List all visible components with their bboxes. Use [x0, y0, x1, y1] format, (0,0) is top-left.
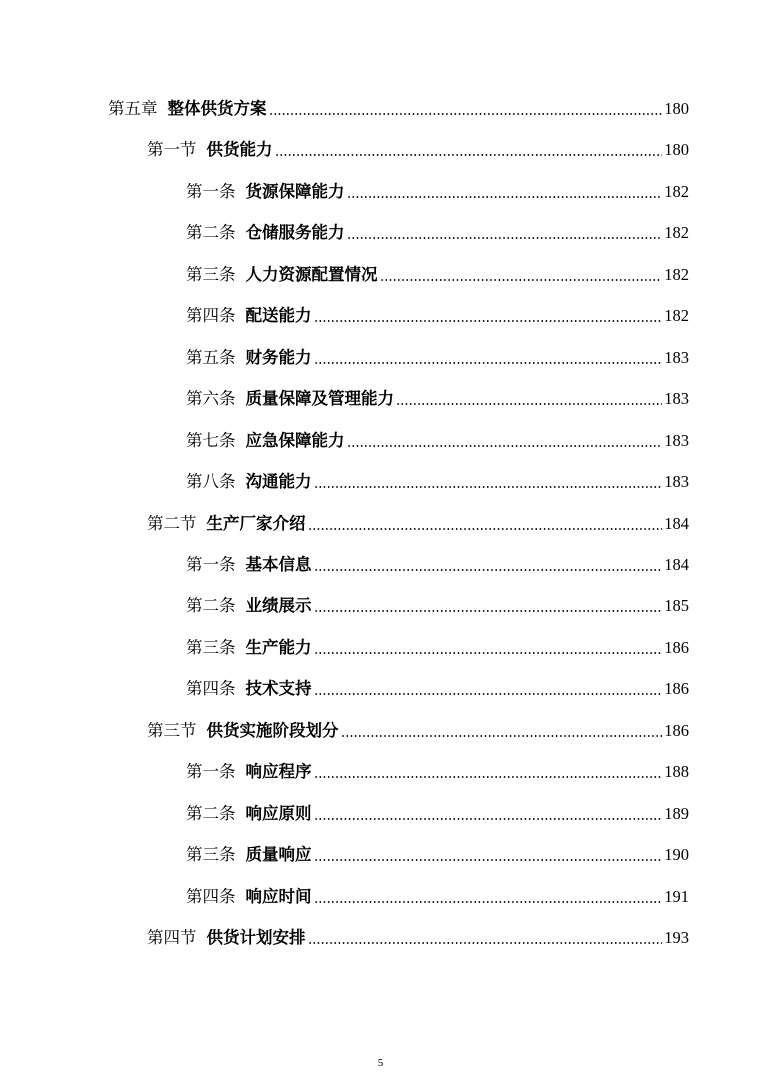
toc-entry-number: 第四节	[147, 928, 197, 947]
toc-entry-title: 货源保障能力	[245, 181, 345, 201]
toc-dot-leader	[314, 553, 663, 577]
toc-entry-title: 响应程序	[245, 762, 312, 782]
toc-dot-leader	[314, 843, 663, 867]
toc-entry-link[interactable]	[186, 843, 689, 867]
toc-dot-leader	[308, 926, 663, 950]
toc-dot-leader	[314, 470, 663, 494]
toc-line	[0, 346, 761, 370]
toc-entry-title: 供货计划安排	[206, 928, 306, 947]
toc-entry-title: 生产厂家介绍	[206, 513, 306, 533]
toc-entry-title: 应急保障能力	[245, 430, 345, 450]
toc-entry-page: 180	[664, 140, 689, 160]
toc-entry-link[interactable]	[186, 553, 689, 577]
toc-entry-number: 第四条	[186, 306, 236, 326]
toc-entry-link[interactable]	[186, 636, 689, 660]
toc-line	[0, 180, 761, 204]
toc-entry-number: 第二条	[186, 803, 236, 823]
toc-entry-page: 182	[664, 306, 689, 326]
toc-line	[0, 843, 761, 867]
toc-entry-page: 193	[664, 928, 689, 947]
toc-entry-page: 182	[664, 181, 689, 201]
toc-entry-link[interactable]	[186, 263, 689, 287]
toc-dot-leader	[347, 429, 663, 453]
toc-line	[0, 97, 761, 121]
toc-entry-title: 基本信息	[245, 554, 312, 574]
toc-dot-leader	[314, 346, 663, 370]
toc-entry-link[interactable]	[186, 760, 689, 784]
toc-entry-title: 财务能力	[245, 347, 312, 367]
toc-entry-link[interactable]	[147, 512, 689, 536]
toc-entry-link[interactable]	[147, 719, 689, 743]
toc-entry-page: 183	[664, 472, 689, 492]
toc-entry-link[interactable]	[186, 346, 689, 370]
toc-dot-leader	[314, 885, 663, 909]
toc-entry-number: 第三条	[186, 845, 236, 865]
toc-entry-number: 第三节	[147, 720, 197, 740]
toc-entry-number: 第一条	[186, 554, 236, 574]
toc-entry-link[interactable]	[186, 304, 689, 328]
toc-line	[0, 138, 761, 162]
toc-entry-title: 整体供货方案	[167, 99, 267, 118]
toc-entry-link[interactable]	[186, 594, 689, 618]
toc-entry-link[interactable]	[186, 180, 689, 204]
toc-entry-number: 第二条	[186, 223, 236, 243]
toc-entry-title: 质量保障及管理能力	[245, 389, 394, 409]
toc-dot-leader	[347, 180, 663, 204]
toc-entry-title: 技术支持	[245, 679, 312, 699]
toc-entry-number: 第一条	[186, 762, 236, 782]
toc-dot-leader	[314, 594, 663, 618]
toc-entry-link[interactable]	[108, 97, 689, 121]
toc-line	[0, 263, 761, 287]
page-number: 5	[377, 1057, 384, 1069]
toc-line	[0, 221, 761, 245]
toc-entry-page: 182	[664, 223, 689, 243]
toc-dot-leader	[396, 387, 662, 411]
toc-entry-link[interactable]	[186, 802, 689, 826]
toc-entry-page: 186	[664, 637, 689, 657]
toc-entry-number: 第四条	[186, 679, 236, 699]
toc-entry-title: 仓储服务能力	[245, 223, 345, 243]
toc-dot-leader	[275, 138, 663, 162]
toc-entry-link[interactable]	[147, 138, 689, 162]
toc-entry-number: 第四条	[186, 886, 236, 906]
toc-line	[0, 719, 761, 743]
toc-entry-page: 191	[664, 886, 689, 906]
toc-entry-title: 质量响应	[245, 845, 312, 865]
toc-entry-link[interactable]	[186, 470, 689, 494]
toc-entry-title: 沟通能力	[245, 472, 312, 492]
toc-line	[0, 304, 761, 328]
toc-entry-page: 180	[664, 99, 689, 118]
toc-entry-page: 189	[664, 803, 689, 823]
toc-line	[0, 429, 761, 453]
toc-dot-leader	[314, 677, 663, 701]
toc-line	[0, 387, 761, 411]
toc-dot-leader	[314, 760, 663, 784]
toc-entry-number: 第一节	[147, 140, 197, 160]
toc-line	[0, 553, 761, 577]
toc-entry-number: 第五条	[186, 347, 236, 367]
toc-entry-page: 183	[664, 389, 689, 409]
toc-line	[0, 512, 761, 536]
toc-entry-number: 第七条	[186, 430, 236, 450]
toc-dot-leader	[341, 719, 663, 743]
toc-entry-title: 供货能力	[206, 140, 273, 160]
toc-entry-page: 184	[664, 513, 689, 533]
toc-line	[0, 885, 761, 909]
toc-entry-number: 第三条	[186, 264, 236, 284]
toc-dot-leader	[347, 221, 663, 245]
toc-dot-leader	[314, 802, 663, 826]
toc-line	[0, 636, 761, 660]
toc-entry-page: 183	[664, 347, 689, 367]
toc-dot-leader	[308, 512, 663, 536]
toc-entry-page: 186	[664, 720, 689, 740]
toc-entry-page: 185	[664, 596, 689, 616]
toc-entry-link[interactable]	[186, 677, 689, 701]
toc-entry-page: 183	[664, 430, 689, 450]
toc-entry-number: 第五章	[108, 99, 158, 118]
toc-line	[0, 926, 761, 950]
toc-dot-leader	[269, 97, 663, 121]
toc-entry-page: 182	[664, 264, 689, 284]
toc-dot-leader	[314, 636, 663, 660]
toc-entry-number: 第二条	[186, 596, 236, 616]
toc-entry-title: 配送能力	[245, 306, 312, 326]
toc-entry-title: 响应原则	[245, 803, 312, 823]
toc-entry-page: 186	[664, 679, 689, 699]
toc-entry-number: 第三条	[186, 637, 236, 657]
toc-line	[0, 760, 761, 784]
toc-entry-number: 第六条	[186, 389, 236, 409]
toc-entry-link[interactable]	[186, 429, 689, 453]
toc-entry-title: 响应时间	[245, 886, 312, 906]
toc-entry-page: 190	[664, 845, 689, 865]
toc-line	[0, 470, 761, 494]
toc-line	[0, 677, 761, 701]
toc-line	[0, 594, 761, 618]
toc-entry-link[interactable]	[186, 387, 689, 411]
toc-dot-leader	[380, 263, 663, 287]
toc-entry-number: 第二节	[147, 513, 197, 533]
toc-entry-title: 业绩展示	[245, 596, 312, 616]
toc-entry-page: 184	[664, 554, 689, 574]
toc-entry-title: 人力资源配置情况	[245, 264, 378, 284]
toc-entry-link[interactable]	[186, 221, 689, 245]
toc-entry-number: 第一条	[186, 181, 236, 201]
toc-entry-title: 生产能力	[245, 637, 312, 657]
toc-entry-link[interactable]	[147, 926, 689, 950]
toc-entry-link[interactable]	[186, 885, 689, 909]
toc-line	[0, 802, 761, 826]
toc-entry-number: 第八条	[186, 472, 236, 492]
toc-dot-leader	[314, 304, 663, 328]
toc-entry-title: 供货实施阶段划分	[206, 720, 339, 740]
toc-entry-page: 188	[664, 762, 689, 782]
